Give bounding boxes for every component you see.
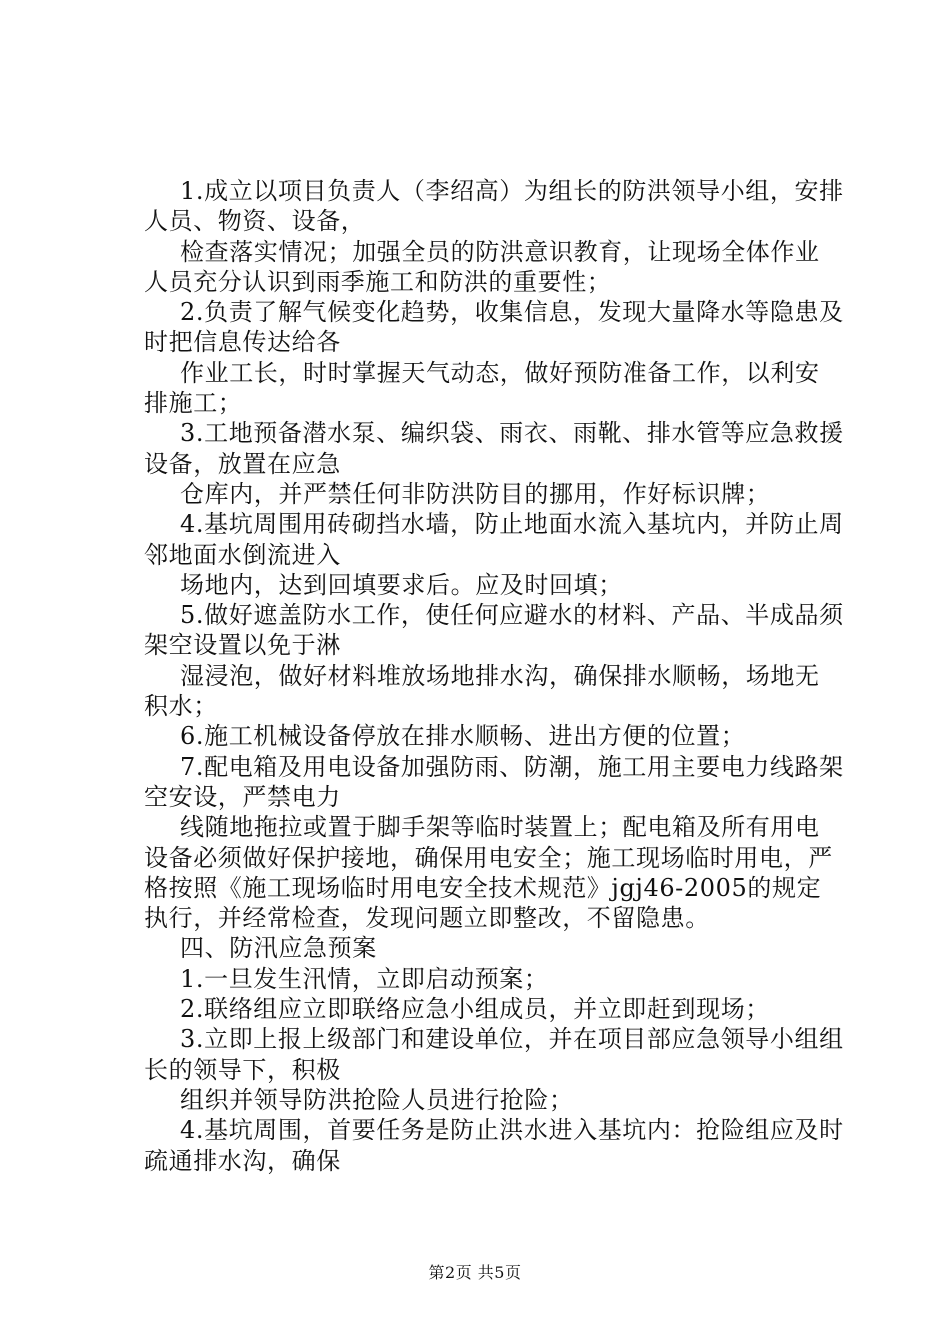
paragraph: 检查落实情况；加强全员的防洪意识教育，让现场全体作业人员充分认识到雨季施工和防洪的重要性； bbox=[144, 237, 820, 296]
paragraph: 3.立即上报上级部门和建设单位，并在项目部应急领导小组组长的领导下，积极 bbox=[144, 1025, 844, 1084]
document-body bbox=[144, 176, 844, 1176]
paragraph: 2.联络组应立即联络应急小组成员，并立即赶到现场； bbox=[180, 995, 770, 1024]
paragraph: 场地内，达到回填要求后。应及时回填； bbox=[180, 570, 623, 599]
paragraph: 1.一旦发生汛情，立即启动预案； bbox=[180, 964, 549, 993]
paragraph: 组织并领导防洪抢险人员进行抢险； bbox=[180, 1085, 574, 1114]
paragraph: 4.基坑周围用砖砌挡水墙，防止地面水流入基坑内，并防止周邻地面水倒流进入 bbox=[144, 510, 844, 569]
page-footer: 第2页 共5页 bbox=[428, 1263, 522, 1282]
paragraph: 3.工地预备潜水泵、编织袋、雨衣、雨靴、排水管等应急救援设备，放置在应急 bbox=[144, 419, 844, 478]
paragraph: 湿浸泡，做好材料堆放场地排水沟，确保排水顺畅，场地无积水； bbox=[144, 661, 820, 721]
paragraph: 作业工长，时时掌握天气动态，做好预防准备工作，以利安排施工； bbox=[144, 358, 820, 418]
paragraph: 仓库内，并严禁任何非防洪防目的挪用，作好标识牌； bbox=[180, 479, 771, 508]
paragraph: 6.施工机械设备停放在排水顺畅、进出方便的位置； bbox=[180, 722, 746, 751]
paragraph: 2.负责了解气候变化趋势，收集信息，发现大量降水等隐患及时把信息传达给各 bbox=[144, 298, 844, 357]
paragraph: 线随地拖拉或置于脚手架等临时装置上；配电箱及所有用电设备必须做好保护接地，确保用电安全；施工现场临时用电，严格按照《施工现场临时用电安全技术规范》jgj46-2005的规定执行，并经常检查，发现问题立即整改，不留隐患。 bbox=[144, 813, 833, 933]
paragraph: 7.配电箱及用电设备加强防雨、防潮，施工用主要电力线路架空安设，严禁电力 bbox=[144, 752, 844, 811]
paragraph: 1.成立以项目负责人（李绍高）为组长的防洪领导小组，安排人员、物资、设备， bbox=[144, 177, 844, 236]
paragraph: 5.做好遮盖防水工作，使任何应避水的材料、产品、半成品须架空设置以免于淋 bbox=[144, 601, 844, 660]
paragraph: 4.基坑周围，首要任务是防止洪水进入基坑内：抢险组应及时疏通排水沟，确保 bbox=[144, 1116, 844, 1175]
section-heading: 四、防汛应急预案 bbox=[180, 934, 377, 963]
